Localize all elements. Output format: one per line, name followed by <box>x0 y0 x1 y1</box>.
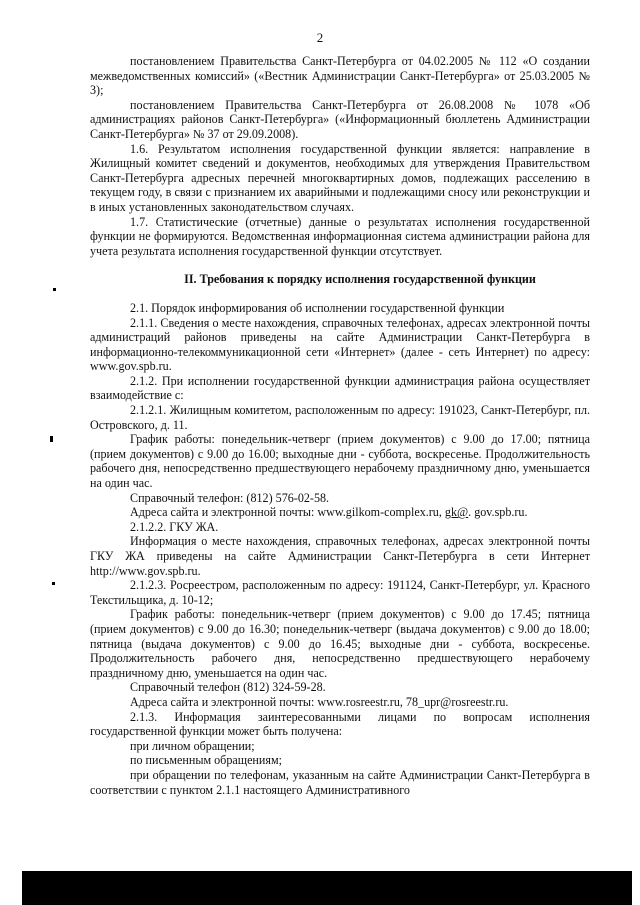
paragraph: 2.1. Порядок информирования об исполнении государственной функции <box>130 300 505 315</box>
paragraph: 2.1.2.2. ГКУ ЖА. <box>130 519 219 534</box>
scan-shadow-bar <box>22 871 632 905</box>
paragraph: 2.1.1. Сведения о месте нахождения, справочных телефонах, адресах электронной почты администраций районов приведены на сайте Администрации Санкт-Петербурга в информационно-телекоммуникационной сети «Интернет» (далее - сеть Интернет) по адресу: www.gov.spb.ru. <box>90 315 590 374</box>
paragraph: постановлением Правительства Санкт-Петербурга от 04.02.2005 № 112 «О создании межведомственных комиссий» («Вестник Администрации Санкт-Петербурга» от 25.03.2005 № 3); <box>90 54 590 98</box>
scan-speck <box>53 288 56 291</box>
document-body <box>90 54 590 797</box>
paragraph: 2.1.2.3. Росреестром, расположенным по адресу: 191124, Санкт-Петербург, ул. Красного Текстильщика, д. 10-12; <box>90 578 590 607</box>
paragraph: График работы: понедельник-четверг (прием документов) с 9.00 до 17.45; пятница (прием документов) с 9.00 до 16.30; понедельник-четверг (выдача документов) с 9.00 до 18.00; пятница (выдача документов) с 9.00 до 16.45; выходные дни - суббота, воскресенье. Продолжительность рабочего дня, непосредственно предшествующего нерабочему праздничному дню, уменьшается на один час. <box>90 607 590 680</box>
paragraph: 1.6. Результатом исполнения государственной функции является: направление в Жилищный комитет сведений и документов, необходимых для утверждения Правительством Санкт-Петербурга адресных перечней многоквартирных домов, подлежащих расселению в текущем году, в связи с признанием их аварийными и подлежащими сносу или реконструкции и в иных установленных законодательством случаях. <box>90 141 590 214</box>
scan-speck <box>52 582 55 585</box>
paragraph: Информация о месте нахождения, справочных телефонах, адресах электронной почты ГКУ ЖА приведены на сайте Администрации Санкт-Петербурга в сети Интернет http://www.gov.spb.ru. <box>90 534 590 578</box>
paragraph: 2.1.3. Информация заинтересованными лицами по вопросам исполнения государственной функции может быть получена: <box>90 709 590 739</box>
paragraph: при обращении по телефонам, указанным на сайте Администрации Санкт-Петербурга в соответствии с пунктом 2.1.1 настоящего Административного <box>90 767 590 797</box>
paragraph: 2.1.2. При исполнении государственной функции администрация района осуществляет взаимодействие с: <box>90 373 590 403</box>
email-link: gk@ <box>444 505 469 520</box>
paragraph <box>90 505 590 520</box>
page-number: 2 <box>316 30 324 45</box>
paragraph: 1.7. Статистические (отчетные) данные о результатах исполнения государственной функции не формируются. Ведомственная информационная система администрации района для учета результата исполнения государственной функции отсутствует. <box>90 214 590 258</box>
email-text: Адреса сайта и электронной почты: www.gilkom-complex.ru, <box>130 505 445 520</box>
paragraph: 2.1.2.1. Жилищным комитетом, расположенным по адресу: 191023, Санкт-Петербург, пл. Островского, д. 11. <box>90 403 590 432</box>
email-text: . gov.spb.ru. <box>468 505 528 520</box>
paragraph: по письменным обращениям; <box>130 753 282 768</box>
scan-speck <box>50 436 53 442</box>
paragraph: График работы: понедельник-четверг (прием документов) с 9.00 до 17.00; пятница (прием документов) с 9.00 до 16.00; выходные дни - суббота, воскресенье. Продолжительность рабочего дня, непосредственно предшествующего нерабочему праздничному дню, уменьшается на один час. <box>90 432 590 491</box>
paragraph: Справочный телефон (812) 324-59-28. <box>130 680 326 695</box>
paragraph: постановлением Правительства Санкт-Петербурга от 26.08.2008 № 1078 «Об администрациях районов Санкт-Петербурга» («Информационный бюллетень Администрации Санкт-Петербурга» № 37 от 29.09.2008). <box>90 97 590 141</box>
section-heading: II. Требования к порядку исполнения государственной функции <box>184 272 536 287</box>
paragraph: при личном обращении; <box>130 738 255 753</box>
paragraph: Адреса сайта и электронной почты: www.rosreestr.ru, 78_upr@rosreestr.ru. <box>130 694 509 709</box>
paragraph: Справочный телефон: (812) 576-02-58. <box>130 490 330 505</box>
